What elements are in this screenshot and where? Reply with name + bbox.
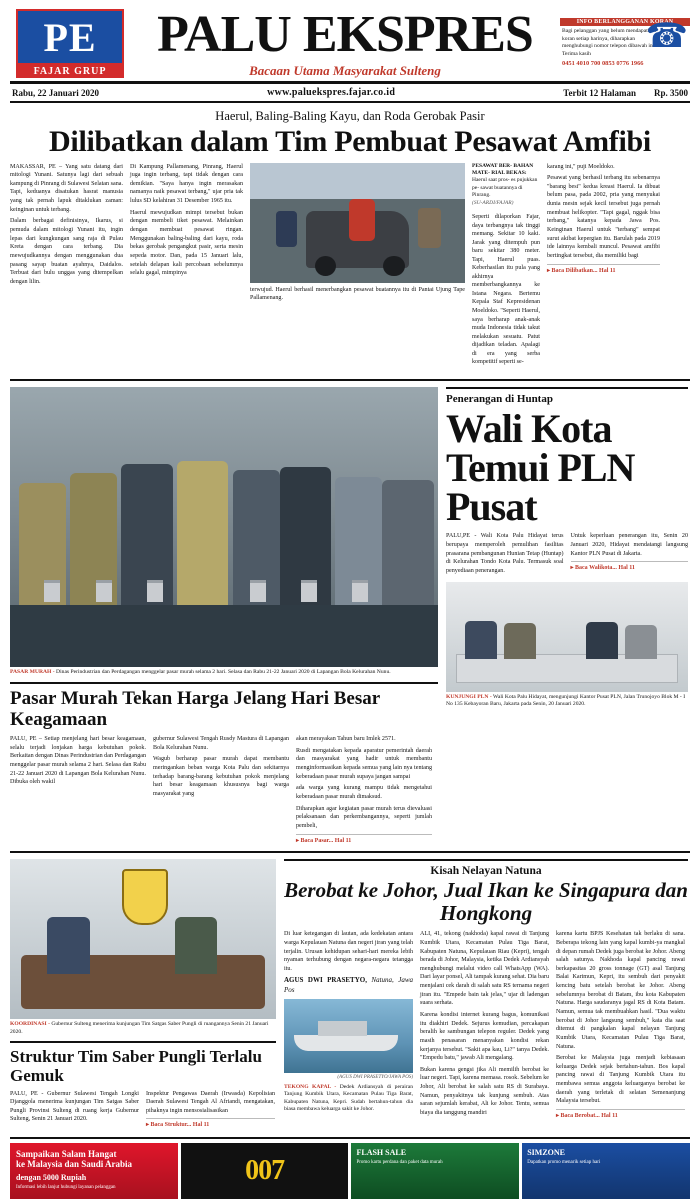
subscription-banner: INFO BERLANGGANAN KORAN bbox=[560, 18, 690, 26]
photo-caption-label: TEKONG KAPAL - bbox=[284, 1083, 337, 1090]
pasar-column-1 bbox=[10, 735, 146, 845]
continue-label: Baca Pasar... Hal 11 bbox=[300, 837, 352, 844]
ad-line-3: dengan 5000 Rupiah bbox=[16, 1172, 87, 1182]
photo-caption-text: Dinas Perindustrian dan Perdagangan menggelar pasar murah selama 2 hari. Selasa dan Rabu 21-22 Januari 2020 di Lapangan Bola Kelurahan Nunu. bbox=[56, 668, 391, 675]
photo-caption-label: KOORDINASI - bbox=[10, 1021, 50, 1028]
ad-title: FLASH SALE bbox=[356, 1147, 407, 1157]
struktur-column-2 bbox=[146, 1090, 275, 1130]
ad-line-1: Sampaikan Salam Hangat bbox=[16, 1148, 117, 1159]
info-bar bbox=[10, 84, 690, 103]
ad-remitansi[interactable] bbox=[10, 1143, 178, 1199]
subscription-info bbox=[560, 6, 690, 81]
walikota-continue-link[interactable] bbox=[571, 561, 689, 573]
walikota-photo-caption bbox=[446, 694, 688, 709]
masthead bbox=[10, 6, 690, 84]
natuna-article bbox=[284, 859, 688, 1130]
paragraph: ada warga yang kurang mampu tidak mengetahui keberadaan pasar murah dimaksud. bbox=[296, 785, 432, 800]
ad-flashsale[interactable] bbox=[351, 1143, 519, 1199]
lead-article bbox=[10, 163, 690, 373]
triangle-icon: ▸ bbox=[556, 1113, 560, 1120]
natuna-byline: AGUS DWI PRASETYO, Natuna, Jawa Pos bbox=[284, 976, 413, 995]
natuna-continue-link[interactable] bbox=[556, 1109, 685, 1121]
paragraph: Untuk keperluan penerangan itu, Senin 20 Januari 2020, Hidayat mendatangi langsung Kantor PLN Pusat di Jakarta. bbox=[570, 533, 688, 557]
triangle-icon: ▸ bbox=[570, 565, 574, 572]
pasar-column-2 bbox=[153, 735, 289, 845]
walikota-headline: Wali Kota Temui PLN Pusat bbox=[446, 405, 635, 530]
paragraph: Bukan karena gengsi jika Ali memilih berobat ke luar negeri. Tapi, karena memasa. rosok. Sebelum ke Johor, Ali berobat ke salah satu RS di Surabaya. Namun, penyakitnya tak kunjung sembuh. Atas saran sejumlah kerabat, Ali ke Johor. Tentu, semua biaya dia tanggung mandiri bbox=[420, 1066, 549, 1117]
natuna-kicker: Kisah Nelayan Natuna bbox=[284, 859, 688, 877]
paper-title: PALU EKSPRES bbox=[157, 5, 533, 63]
logo-pe: PE bbox=[16, 9, 124, 65]
lead-kicker: Haerul, Baling-Baling Kayu, dan Roda Gerobak Pasir bbox=[215, 109, 485, 123]
phone-icon: ☎ bbox=[645, 18, 688, 55]
pasar-murah-photo bbox=[10, 387, 438, 667]
logo-block bbox=[10, 6, 130, 81]
pasar-photo-caption bbox=[10, 669, 438, 677]
ad-small-text: Promo kartu perdana dan paket data murah bbox=[356, 1159, 443, 1165]
lead-column-1 bbox=[10, 163, 123, 373]
byline-name: AGUS DWI PRASETYO bbox=[284, 976, 366, 985]
paragraph: ALI, 41, tekong (nakhoda) kapal rawai di Tanjung Kumbik Utara, Kecamatan Pulau Tiga Barat, Kabupaten Natuna, Kepulauan Riau (Kepri), tengah berada di Johor, Malaysia, ketika Dedek Ardiansyah menghubungi melalui video call WhatsApp (WA). Dari layar ponsel, Ali tampak kurang sehat. Dia baru menjalani cek darah di salah satu RS ternama negeri jiran itu. "Empede bain tak jelas," ujar di ladengan suara serhata. bbox=[420, 931, 549, 1007]
lead-continue-link[interactable] bbox=[547, 264, 660, 276]
paragraph: Karena kondisi internet kurang bagus, komunikasi itu diakhiri Dedek. Sejurus kemudian, percakapan beralih ke sambungan telepon reguler. Dedek yang masih penasaran menanyakan kondisi rekan kerjanya tersebut. "Sakit apa kau, Li?" tanya Dedek. "Empedu batu," jawab Ali mengalang. bbox=[420, 1011, 549, 1062]
lead-column-4 bbox=[547, 163, 660, 373]
photo-caption-text: Gubernur Sulteng menerima kunjungan Tim Satgas Saber Pungli di ruangannya Senin 21 Januari 2020. bbox=[10, 1021, 269, 1035]
ad-small-text: Informasi lebih lanjut hubungi layanan pelanggan bbox=[16, 1184, 116, 1190]
natuna-headline: Berobat ke Johor, Jual Ikan ke Singapura dan Hongkong bbox=[284, 878, 688, 926]
photo-caption-label: KUNJUNGI PLN - bbox=[446, 693, 492, 700]
lead-column-2 bbox=[130, 163, 243, 373]
ad-title: SIMZONE bbox=[527, 1147, 566, 1157]
photo-caption-text: Haerul saat pros- es pujukkan pe- sawat buatannya di Pinrang. bbox=[472, 177, 538, 199]
triangle-icon: ▸ bbox=[296, 837, 300, 844]
paragraph: Diharapkan agar kegiatan pasar murah terus dievaluasi pelaksanaan dan perkembangannya, seperti jumlah pembeli, bbox=[296, 805, 432, 829]
lead-photo-block bbox=[250, 163, 465, 373]
paragraph: terwujud. Haerul berhasil menerbangkan pesawat buatannya itu di Pantai Ujung Tape Pallamenang. bbox=[250, 286, 465, 302]
continue-label: Baca Walikota... Hal 11 bbox=[575, 565, 635, 572]
photo-caption-text: Dedek Ardiansyah di perairan Tanjung Kumbik Utara, Kecamatan Pulau Tiga Barat, Kabupaten Natuna, Kepri. Sudah bertahun-tahun dia biasa membawa keluarga sakit ke Johor. bbox=[284, 1083, 413, 1113]
paragraph: gubernur Sulawesi Tengah Rusdy Mastura di Lapangan Bola Kelurahan Nunu. bbox=[153, 736, 289, 751]
walikota-photo bbox=[446, 582, 688, 692]
ad-small-text: Dapatkan promo menarik setiap hari bbox=[527, 1159, 601, 1165]
natuna-photo-caption bbox=[284, 1084, 413, 1114]
paragraph: PALU, PE – Setiap menjelang hari besar keagamaan, selalu terjadi lonjakan harga kebutuhan pokok. Berkaitan dengan Dinas Perindustrian dan Perdagangan menggelar pasar murah selama 2 hari. Selasa dan Rabu 21-22 Januari 2020 di Lapangan Bola Kelurahan Nunu. Dibuka oleh wakil bbox=[10, 736, 146, 786]
byline-location: Natuna, Jawa Pos bbox=[284, 976, 413, 995]
middle-section bbox=[10, 387, 690, 845]
paragraph: Dalam berbagai definisinya, Ikarus, si pemuda dalam mitologi Yunani itu, ingin lepas dari kungkungan sang raja di Pulau Kreta dengan cara terbang. Dia mewujudkannya dengan menggunakan dua pasang sayap buatan ayahnya, Daidalos. Terbuat dari bulu unggas yang ditempelkan dengan lilin. bbox=[10, 218, 123, 285]
ad-line-2: ke Malaysia dan Saudi Arabia bbox=[16, 1159, 133, 1170]
price: Rp. 3500 bbox=[653, 87, 688, 98]
paragraph: Haerul mewujudkan mimpi tersebut bukan dengan membeli tiket pesawat. Melainkan dengan membuat pesawat ringan. Menggunakan baling-baling dari kayu, roda bekas gerobak pengangkut pasir, serta mesin sepeda motor. Dan, pada 15 Januari lalu, setelah delapan kali percobaan sebelumnya selalu gagal, mimpinya bbox=[130, 209, 243, 277]
photo-credit: (AGUS DWI PRASETYO/JAWA POS) bbox=[337, 1075, 413, 1081]
paragraph: Di Kampung Pallamenang, Pinrang, Haerul juga ingin terbang, tapi tidak dengan cara demikian. "Saya hanya ingin merasakan namanya naik pesawat terbang," ujar pria tak lulus SD kelahiran 31 Desember 1965 itu. bbox=[130, 163, 243, 205]
triangle-icon: ▸ bbox=[146, 1122, 150, 1129]
paragraph: akan merayakan Tahun baru Imlek 2571. bbox=[296, 736, 396, 743]
struktur-column-1 bbox=[10, 1090, 139, 1130]
natuna-column-3 bbox=[556, 930, 685, 1120]
lead-headline: Dilibatkan dalam Tim Pembuat Pesawat Amfibi bbox=[49, 125, 651, 158]
subscription-text: Bagi pelanggan yang belum mendapatkan koran setiap harinya, diharapkan menghubungi nomor telepon dibawah ini. Terima kasih bbox=[562, 28, 656, 57]
struktur-photo bbox=[10, 859, 276, 1019]
logo-subtitle: FAJAR GRUP bbox=[16, 65, 124, 78]
paragraph: PALU,PE - Wali Kota Palu Hidayat terus berupaya memperoleh pemulihan fasilitas prasarana pembangunan Hunian Tetap (Huntap) di Kelurahan Tondo Kota Palu. Termasuk soal penyediaan penerangan. bbox=[446, 533, 564, 574]
natuna-photo bbox=[284, 999, 413, 1073]
walikota-article bbox=[446, 387, 688, 845]
ad-telkomsel[interactable] bbox=[522, 1143, 690, 1199]
struktur-continue-link[interactable] bbox=[146, 1118, 275, 1130]
natuna-column-2 bbox=[420, 930, 549, 1120]
pasar-column-3 bbox=[296, 735, 432, 845]
triangle-icon: ▸ bbox=[547, 267, 551, 274]
photo-caption-title: PESAWAT BER- BAHAN MATE- RIAL BEKAS: bbox=[472, 162, 534, 176]
paragraph: Wagub berharap pasar murah dapat membantu meringankan beban warga Kota Palu dan sekitarnya terhadap barang-barang kebutuhan pokok menjelang hari besar keagamaan khususnya bagi warga masyarakat yang bbox=[153, 756, 289, 797]
paragraph: PALU, PE - Gubernur Sulawesi Tengah Longki Djanggola menerima kunjungan Tim Satgas Saber Pungli Provinsi Sulteng di ruang kerja Gubernur Sulteng, Senin 21 Januari 2020. bbox=[10, 1090, 139, 1123]
bottom-section bbox=[10, 859, 690, 1130]
ad-title: 007 bbox=[245, 1154, 285, 1186]
continue-label: Baca Struktur... Hal 11 bbox=[150, 1122, 210, 1129]
photo-credit: (SU-ARDI/FAJAR) bbox=[472, 199, 514, 206]
photo-caption-text: Wali Kota Palu Hidayat, mengunjungi Kantor Pusat PLN, Jalan Trunojoyo Blok M - I No 135 Kebayoran Baru, Jakarta pada Senin, 20 Januari 2020. bbox=[446, 693, 686, 708]
paragraph: Rusdi mengatakan kepada aparatur pemerintah daerah dan masyarakat yang hadir untuk membantu menginformasikan kepada semua yang lain nya tentang keberadaan pasar murah supaya jangan sampai bbox=[296, 747, 432, 780]
photo-caption-label: PASAR MURAH - bbox=[10, 668, 55, 675]
struktur-headline: Struktur Tim Saber Pungli Terlalu Gemuk bbox=[10, 1041, 276, 1085]
pasar-continue-link[interactable] bbox=[296, 834, 432, 846]
paragraph: MAKASSAR, PE – Yang satu datang dari mitologi Yunani. Satunya lagi dari sebuah kampung di Pinrang di Sulawesi Selatan sana. Tapi, keduanya disatukan hasrat manusia yang tak pernah lapuk ditaklukan zaman: keinginan untuk terbang. bbox=[10, 163, 123, 213]
website-url[interactable]: www.paluekspres.fajar.co.id bbox=[267, 87, 396, 98]
continue-label: Baca Dilibatkan... Hal 11 bbox=[551, 267, 616, 274]
natuna-intro: Di luar ketegangan di lautan, ada kedekatan antara warga Kepulauan Natuna dan negeri jiran yang telah terjalin. Urusan kehidupan sehari-hari mereka lebih nyaman terhubung dengan negara-negara tetangga itu. bbox=[284, 931, 413, 972]
subscription-phone: 0451 4010 700 0853 0776 1966 bbox=[562, 60, 644, 68]
paragraph: Berobat ke Malaysia juga menjadi kebiasaan keluarga Dedek sejak bertahun-tahun. Bos kapal pancing rawai di Tanjung Kumbik Utara itu membawa semua anggota keluarganya berobat ke daerah yang terletak di selatan Semenanjung Malaysia tersebut. bbox=[556, 1055, 685, 1105]
page-count: Terbit 12 Halaman bbox=[563, 87, 636, 98]
walikota-kicker: Penerangan di Huntap bbox=[446, 387, 688, 405]
paragraph: karang ini," puji Moeldoko. bbox=[547, 163, 615, 170]
advertisement-strip bbox=[10, 1137, 690, 1199]
natuna-column-1 bbox=[284, 930, 413, 1120]
paragraph: Inspektur Pengawas Daerah (Irwasda) Kepolisian Daerah Sulawesi Tengah Al Afriandi, mengatakan, pihaknya ingin mensosialisasikan bbox=[146, 1090, 275, 1114]
paragraph: Seperti dilaporkan Fajar, daya terbangnya tak tinggi memang. Sekitar 10 kaki. Jarak yang ditempuh pun baru sekitar 380 meter. Tapi, Haerul puas. Keberhasilan itu pula yang akhirnya memberbangkannya ke Istana Negara. Bertemu Kepala Staf Kepresidenan Moeldoko. "Seperti Haerul, saya berharap anak-anak muda Indonesia tidak takut melakukan sesuatu. Patut dijadikan teladan. Apalagi di era yang serba kompetitif seperti se- bbox=[472, 214, 540, 366]
ad-007[interactable] bbox=[181, 1143, 349, 1199]
pasar-headline: Pasar Murah Tekan Harga Jelang Hari Besar Keagamaan bbox=[10, 682, 438, 731]
paper-tagline: Bacaan Utama Masyarakat Sulteng bbox=[249, 62, 441, 78]
struktur-photo-caption bbox=[10, 1021, 276, 1036]
paragraph: Pesawat yang berhasil terbang itu sebenarnya "barang besi" kedua kreasi Haerul. Ia dibuat belum pasa, pada 2002, pria yang menyukai dunia mesin sejak kecil tersebut juga pernah membuat helikopter. "Tapi gagal, nggak bisa terbang," katanya kepada Jawa Pos. Keinginan Haerul untuk "terbang" sempat surut akibat kepergian itu. Barulah pada 2019 ide lainnya kembali muncul. Pesawat amfibi bertingkat tersebut, dia memiliki bagi bbox=[547, 175, 660, 259]
lead-photo-caption bbox=[472, 163, 540, 373]
paragraph: karena kartu BPJS Kesehatan tak berlaku di sana. Beberapa tekong lain yang kapal kumbi-ya mangkal di depan rumah Dedek juga berobat ke Johor. Abeng salah satunya. Nakhoda kapal pancing rawai berkapasitas 20 gross tonnage (GT) asal Tanjung Balai Karimun, Kepri, itu sembuh dari penyakit kencing batu setelah berobat ke Johor. Abeng sebelumnya berobat di Batam, ibu kota Kabupaten Natuna. Harga saudaranya jagal RS di Kota Batam. Namun, semua tak membuahkan hasil. "Dua waktu berobat di Johor langsung sembuh," kata dia saat ditemui di pangkalan kapal nelayan Tanjung Kumbik Utara, Kecamatan Pulau Tiga Barat, Natuna. bbox=[556, 931, 685, 1050]
publication-date: Rabu, 22 Januari 2020 bbox=[12, 87, 100, 98]
struktur-article bbox=[10, 859, 276, 1130]
title-block bbox=[130, 6, 560, 81]
continue-label: Baca Berobat... Hal 11 bbox=[560, 1113, 618, 1120]
pasar-murah-article bbox=[10, 387, 438, 845]
lead-photo bbox=[250, 163, 465, 283]
